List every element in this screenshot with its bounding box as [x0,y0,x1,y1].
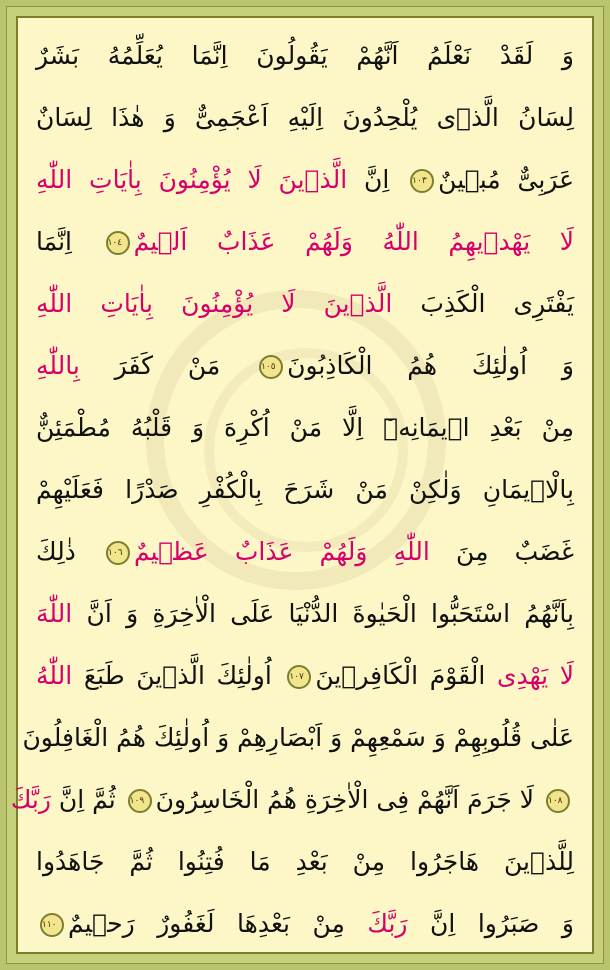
verse-text: ثُمَّ اِنَّ [50,785,124,814]
ayah-number-marker: ١٠٦ [106,541,130,565]
verse-text: اِنَّ [347,165,407,194]
verse-text: اُولٰئِكَ الَّذٖينَ طَبَعَ [72,661,284,690]
page-content [10,16,594,954]
highlighted-text: بِاللّٰهِ [36,351,80,380]
verse-text: لِلَّذٖينَ هَاجَرُوا مِنْ بَعْدِ مَا فُتِنُوا ثُمَّ جَاهَدُوا [36,847,574,876]
verse-line [22,712,574,764]
verse-text: غَضَبٌ مِنَ [429,537,574,566]
verse-text: الْقَوْمَ الْكَافِرٖينَ [315,661,497,690]
verse-text: بِالْاٖيمَانِ وَلٰكِنْ مَنْ شَرَحَ بِالْكُفْرِ صَدْرًا فَعَلَيْهِمْ [36,475,574,504]
verse-text: وَ لَقَدْ نَعْلَمُ اَنَّهُمْ يَقُولُونَ اِنَّمَا يُعَلِّمُهُ بَشَرٌ [36,41,574,70]
verse-line [36,92,574,144]
ayah-number-marker: ١٠٤ [106,231,130,255]
highlighted-text: اللّٰهُ [36,661,73,690]
verse-text: مِنْ بَعْدِهَا لَغَفُورٌ رَحٖيمٌ [68,909,368,938]
verse-text: يَفْتَرِى الْكَذِبَ [392,289,575,318]
ayah-number-marker: ١٠٩ [128,789,152,813]
verse-line [36,898,574,950]
verse-text: ذٰلِكَ [36,537,103,566]
ayah-number-marker: ١١٠ [40,913,64,937]
verse-line [36,278,574,330]
verse-line [36,650,574,702]
highlighted-text: لَا يَهْدٖيهِمُ [448,227,575,256]
highlighted-text: لَا يَهْدِى [496,661,574,690]
verse-text [419,227,449,256]
page-frame [6,6,604,964]
highlighted-text: رَبَّكَ [367,909,408,938]
highlighted-text: اللّٰهُ وَلَهُمْ عَذَابٌ اَلٖيمٌ [133,227,419,256]
highlighted-text: اللّٰهِ وَلَهُمْ عَذَابٌ عَظٖيمٌ [134,537,430,566]
verse-text: بِاَنَّهُمُ اسْتَحَبُّوا الْحَيٰوةَ الدُّنْيَا عَلَى الْاٰخِرَةِ وَ اَنَّ [72,599,574,628]
verse-line [36,216,574,268]
verse-line [36,464,574,516]
verse-line [36,836,574,888]
highlighted-text: رَبَّكَ [10,785,51,814]
ayah-number-marker: ١٠٣ [410,169,434,193]
verse-line [36,30,574,82]
ayah-number-marker: ١٠٧ [287,665,311,689]
verse-line [36,402,574,454]
verse-text: لَا جَرَمَ اَنَّهُمْ فِى الْاٰخِرَةِ هُمُ الْخَاسِرُونَ [155,785,542,814]
ayah-number-marker: ١٠٨ [546,789,570,813]
verse-text: وَ اُولٰئِكَ هُمُ الْكَاذِبُونَ [287,351,574,380]
verse-line [10,774,574,826]
highlighted-text: اللّٰهَ [36,599,73,628]
verse-text: عَلٰى قُلُوبِهِمْ وَ سَمْعِهِمْ وَ اَبْصَارِهِمْ وَ اُولٰئِكَ هُمُ الْغَافِلُونَ [22,723,574,752]
verse-line [36,588,574,640]
verse-text: وَ صَبَرُوا اِنَّ [407,909,574,938]
verse-line [36,340,574,392]
verse-text: مَنْ كَفَرَ [79,351,256,380]
verse-text: لِسَانُ الَّذٖى يُلْحِدُونَ اِلَيْهِ اَعْجَمِىٌّ وَ هٰذَا لِسَانٌ [36,103,574,132]
highlighted-text: الَّذٖينَ لَا يُؤْمِنُونَ بِاٰيَاتِ اللّٰهِ [36,289,393,318]
verse-text: مِنْ بَعْدِ اٖيمَانِهٖٓ اِلَّا مَنْ اُكْرِهَ وَ قَلْبُهُ مُطْمَئِنٌّ [36,413,574,442]
verse-line [36,154,574,206]
verse-text: اِنَّمَا [36,227,102,256]
verse-line [36,526,574,578]
ayah-number-marker: ١٠٥ [259,355,283,379]
highlighted-text: الَّذٖينَ لَا يُؤْمِنُونَ بِاٰيَاتِ اللّٰهِ [36,165,348,194]
verse-text: عَرَبِىٌّ مُبٖينٌ [438,165,575,194]
